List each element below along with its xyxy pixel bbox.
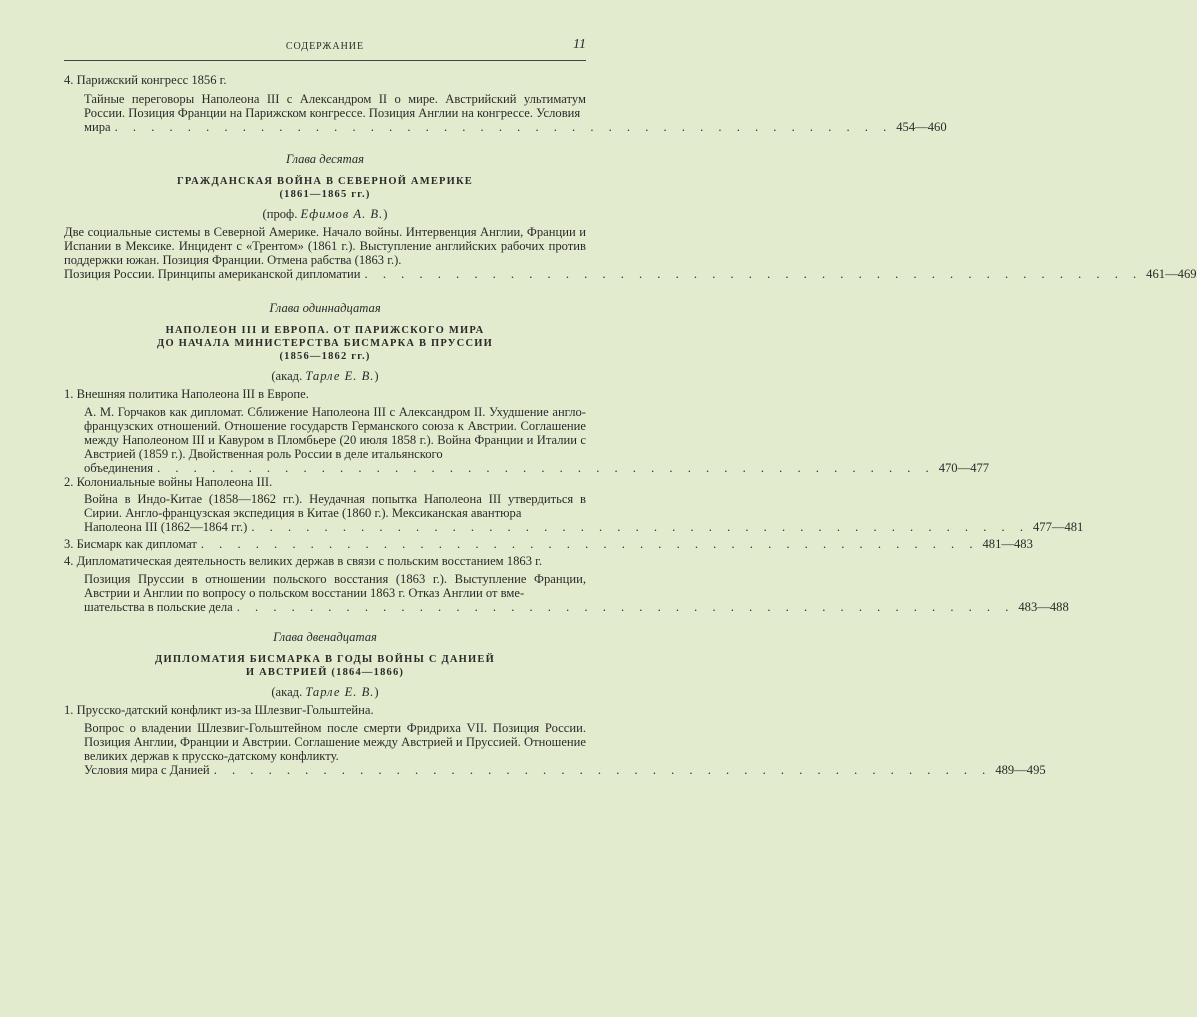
entry-pages: 483—488	[1018, 600, 1069, 614]
author-name: Тарле Е. В.	[305, 685, 375, 699]
entry-leader-line	[84, 120, 947, 134]
leader-dots: . . . . . . . . . . . . . . . . . . . . . . . . . . . . . . . . . . . . . . . . . . .	[251, 520, 1029, 534]
entry-description: Война в Индо-Китае (1858—1862 гг.). Неудачная попытка Наполеона III утвердиться в Сирии. Англо-французская экспедиция в Китае (1860 г.). Мексиканская авантюра	[84, 492, 586, 520]
entry-pages: 461—469	[1146, 267, 1197, 281]
chapter-title	[64, 324, 586, 363]
toc-entry	[64, 703, 1046, 777]
chapter-title-line: ДО НАЧАЛА МИНИСТЕРСТВА БИСМАРКА В ПРУССИИ	[157, 338, 493, 349]
leader-dots: . . . . . . . . . . . . . . . . . . . . . . . . . . . . . . . . . . . . . . . . . . .	[236, 600, 1015, 614]
entry-leader-line	[84, 520, 1084, 534]
chapter-author	[64, 207, 586, 221]
author-suffix: )	[383, 207, 388, 221]
entry-title: 1. Прусско-датский конфликт из-за Шлезвиг-Гольштейна.	[64, 703, 374, 717]
chapter-title-line: ДИПЛОМАТИЯ БИСМАРКА В ГОДЫ ВОЙНЫ С ДАНИЕЙ	[155, 654, 495, 665]
entry-pages: 489—495	[995, 763, 1046, 777]
leader-dots: . . . . . . . . . . . . . . . . . . . . . . . . . . . . . . . . . . . . . . . . . . .	[157, 461, 935, 475]
entry-last-line: Условия мира с Данией	[84, 763, 210, 777]
author-name: Тарле Е. В.	[305, 369, 375, 383]
entry-description: Две социальные системы в Северной Америке. Начало войны. Интервенция Англии, Франции и Испании в Мексике. Инцидент с «Трентом» (1861 г.). Выступление английских рабочих против поддержки южан. Позиция Франции. Отмена рабства (1863 г.).	[64, 225, 586, 267]
chapter-10	[64, 152, 1197, 281]
entry-pages: 477—481	[1032, 520, 1084, 534]
chapter-title-line: ГРАЖДАНСКАЯ ВОЙНА В СЕВЕРНОЙ АМЕРИКЕ	[176, 176, 474, 187]
entry-pages: 481—483	[982, 537, 1033, 551]
toc-entry	[64, 387, 990, 475]
author-prefix: (акад.	[271, 369, 303, 383]
entry-description: Тайные переговоры Наполеона III с Александром II о мире. Австрийский ультиматум России. Позиция Франции на Парижском конгрессе. Позиция Англии на конгрессе. Условия	[84, 92, 586, 120]
chapter-title	[64, 653, 586, 679]
entry-title: 4. Дипломатическая деятельность великих держав в связи с польским восстанием 1863 г.	[64, 554, 543, 568]
toc-page	[64, 37, 1197, 777]
chapter-title-line: И АВСТРИЕЙ (1864—1866)	[245, 667, 405, 678]
toc-entry	[64, 73, 947, 134]
toc-entry	[64, 537, 1033, 551]
entry-leader-line	[84, 600, 1069, 614]
leader-dots: . . . . . . . . . . . . . . . . . . . . . . . . . . . . . . . . . . . . . . . . . . .	[200, 537, 979, 551]
chapter-title-years: (1856—1862 гг.)	[279, 351, 371, 362]
leader-dots: . . . . . . . . . . . . . . . . . . . . . . . . . . . . . . . . . . . . . . . . . . .	[114, 120, 893, 134]
chapter-author	[64, 369, 586, 383]
toc-entry	[64, 475, 1084, 534]
chapter-label: Глава десятая	[285, 152, 365, 166]
author-prefix: (проф.	[262, 207, 298, 221]
chapter-author	[64, 685, 586, 699]
entry-pages: 470—477	[938, 461, 990, 475]
leader-dots: . . . . . . . . . . . . . . . . . . . . . . . . . . . . . . . . . . . . . . . . . . .	[364, 267, 1143, 281]
entry-leader-line	[84, 461, 990, 475]
entry-title: 4. Парижский конгресс 1856 г.	[64, 73, 227, 87]
page-number: 11	[573, 37, 586, 52]
entry-last-line: Наполеона III (1862—1864 гг.)	[84, 520, 248, 534]
entry-title: 2. Колониальные войны Наполеона III.	[64, 475, 273, 489]
entry-title: 1. Внешняя политика Наполеона III в Европе.	[64, 387, 309, 401]
entry-description: Вопрос о владении Шлезвиг-Гольштейном после смерти Фридриха VII. Позиция России. Позиция Англии, Франции и Австрии. Соглашение между Австрией и Пруссией. Отношение великих держав к прусско-датскому конфликту.	[84, 721, 586, 763]
header-title: СОДЕРЖАНИЕ	[285, 41, 365, 52]
entry-title: 3. Бисмарк как дипломат	[64, 537, 197, 551]
chapter-title	[64, 175, 586, 201]
entry-last-line: объединения	[84, 461, 154, 475]
entry-description: Позиция Пруссии в отношении польского восстания (1863 г.). Выступление Франции, Австрии и Англии по вопросу о польском восстании 1863 г. Отказ Англии от вме-	[84, 572, 586, 600]
entry-last-line: шательства в польские дела	[84, 600, 233, 614]
chapter-label: Глава двенадцатая	[273, 630, 377, 644]
entry-last-line: Позиция России. Принципы американской дипломатии	[64, 267, 361, 281]
author-suffix: )	[374, 685, 379, 699]
entry-leader-line	[84, 763, 1046, 777]
chapter-label: Глава одиннадцатая	[269, 301, 381, 315]
chapter-title-years: (1861—1865 гг.)	[279, 189, 371, 200]
chapter-title-line: НАПОЛЕОН III И ЕВРОПА. ОТ ПАРИЖСКОГО МИРА	[165, 325, 485, 336]
chapter-11	[64, 301, 1084, 614]
toc-entry	[64, 554, 1069, 614]
author-suffix: )	[374, 369, 379, 383]
author-name: Ефимов А. В.	[300, 207, 384, 221]
entry-last-line: мира	[84, 120, 111, 134]
author-prefix: (акад.	[271, 685, 303, 699]
running-header	[64, 37, 586, 61]
chapter-12	[64, 630, 1046, 777]
leader-dots: . . . . . . . . . . . . . . . . . . . . . . . . . . . . . . . . . . . . . . . . . . .	[213, 763, 992, 777]
entry-description: А. М. Горчаков как дипломат. Сближение Наполеона III с Александром II. Ухудшение англо-французских отношений. Отношение государств Германского союза к Австрии. Соглашение между Наполеоном III и Кавуром в Пломбьере (20 июля 1858 г.). Война Франции и Италии с Австрией (1859 г.). Двойственная роль России в деле итальянского	[84, 405, 586, 461]
entry-pages: 454—460	[896, 120, 947, 134]
entry-leader-line	[64, 267, 1197, 281]
